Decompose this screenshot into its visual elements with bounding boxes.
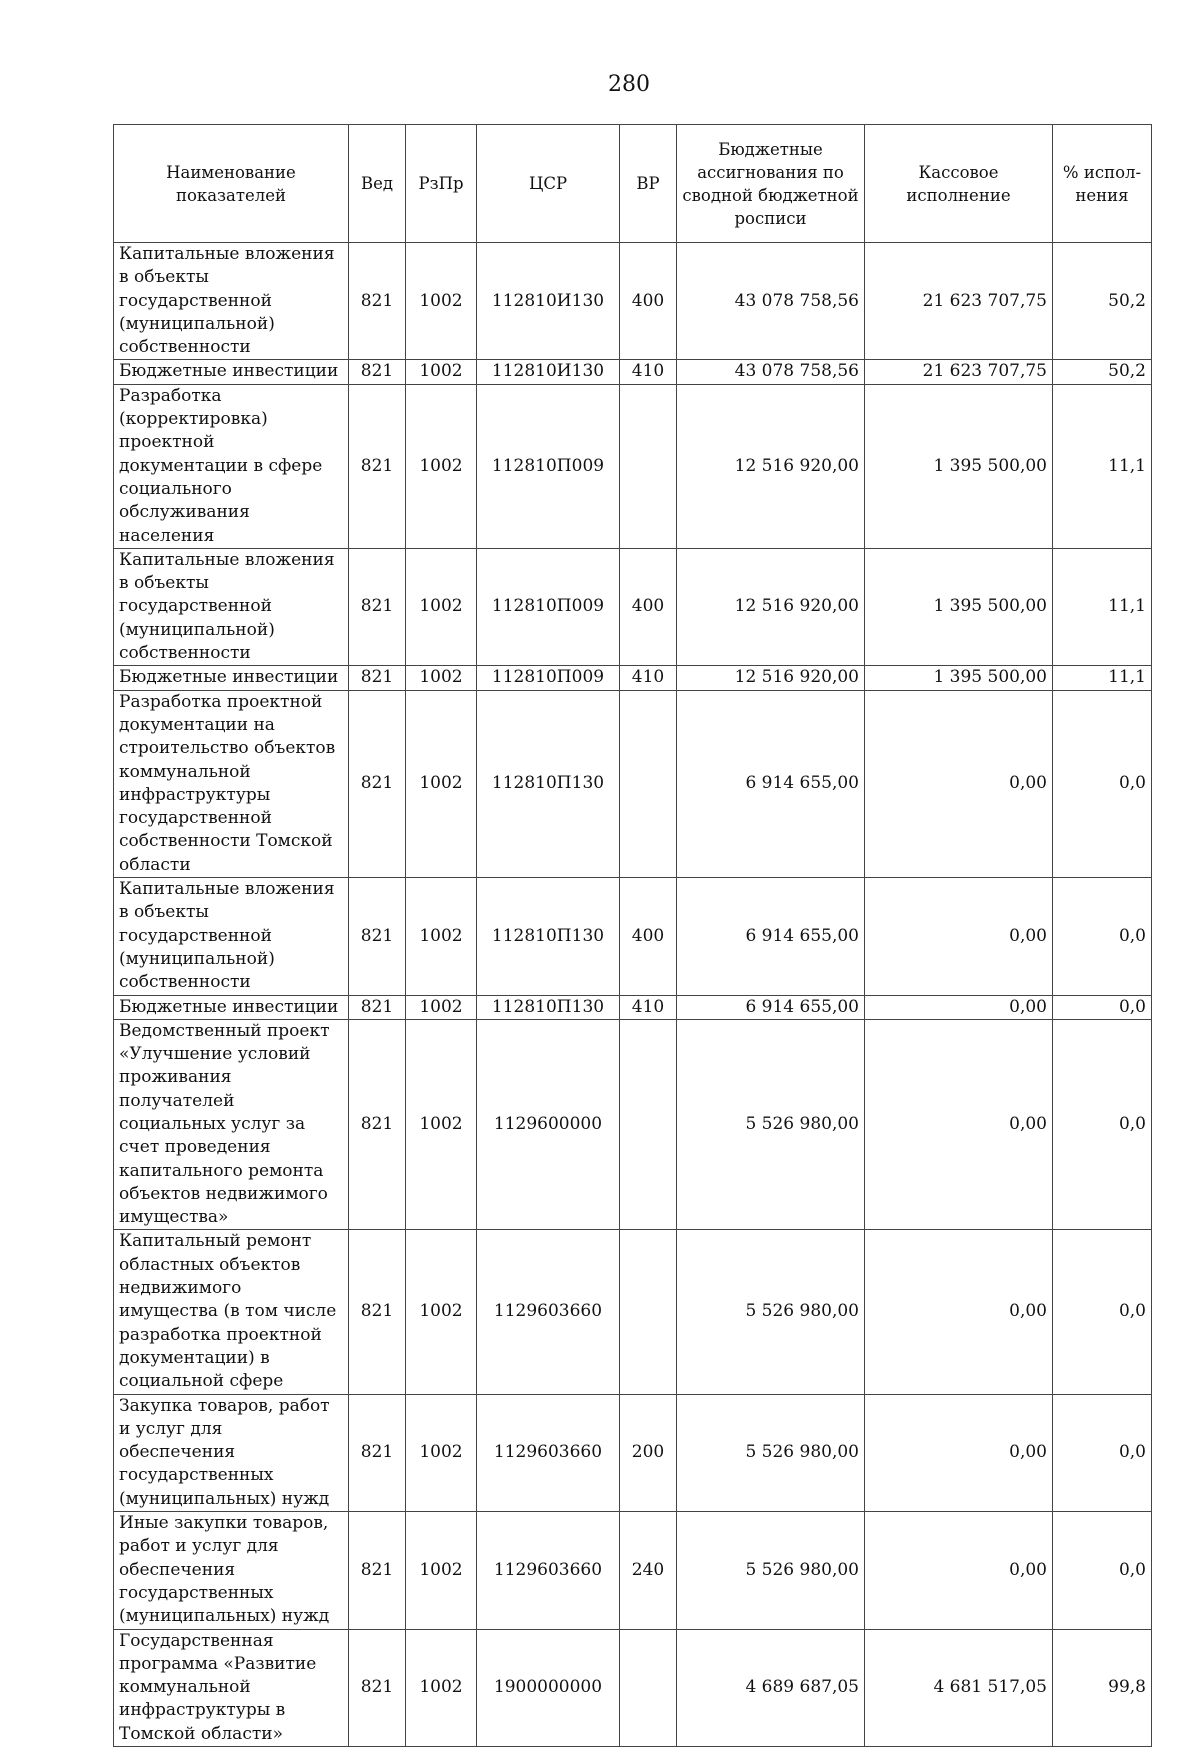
cell-csr: 112810П130 [477, 995, 620, 1019]
table-row [114, 666, 1152, 690]
header-name: Наименование показателей [114, 125, 349, 243]
cell-assignments: 6 914 655,00 [677, 690, 865, 877]
cell-percent: 0,0 [1053, 690, 1152, 877]
cell-csr: 1129603660 [477, 1512, 620, 1629]
cell-percent: 11,1 [1053, 384, 1152, 548]
cell-assignments: 12 516 920,00 [677, 384, 865, 548]
cell-rzpr: 1002 [406, 1512, 477, 1629]
cell-ved: 821 [349, 690, 406, 877]
table-row [114, 1230, 1152, 1394]
cell-csr: 1129600000 [477, 1019, 620, 1230]
cell-rzpr: 1002 [406, 1629, 477, 1746]
cell-ved: 821 [349, 995, 406, 1019]
cell-csr: 112810И130 [477, 360, 620, 384]
header-vr: ВР [620, 125, 677, 243]
cell-rzpr: 1002 [406, 690, 477, 877]
cell-csr: 112810П130 [477, 690, 620, 877]
cell-execution: 4 681 517,05 [865, 1629, 1053, 1746]
cell-ved: 821 [349, 548, 406, 665]
cell-vr: 240 [620, 1512, 677, 1629]
cell-ved: 821 [349, 1230, 406, 1394]
cell-ved: 821 [349, 384, 406, 548]
cell-percent: 0,0 [1053, 1512, 1152, 1629]
table-row [114, 384, 1152, 548]
cell-execution: 21 623 707,75 [865, 360, 1053, 384]
cell-execution: 0,00 [865, 1019, 1053, 1230]
cell-csr: 1129603660 [477, 1230, 620, 1394]
cell-rzpr: 1002 [406, 1394, 477, 1511]
cell-percent: 0,0 [1053, 995, 1152, 1019]
cell-rzpr: 1002 [406, 666, 477, 690]
cell-rzpr: 1002 [406, 878, 477, 995]
header-csr: ЦСР [477, 125, 620, 243]
cell-ved: 821 [349, 878, 406, 995]
cell-vr [620, 384, 677, 548]
cell-execution: 1 395 500,00 [865, 666, 1053, 690]
table-row [114, 548, 1152, 665]
cell-vr [620, 1629, 677, 1746]
cell-assignments: 5 526 980,00 [677, 1512, 865, 1629]
cell-vr: 410 [620, 666, 677, 690]
cell-name: Бюджетные инвестиции [114, 360, 349, 384]
cell-percent: 50,2 [1053, 243, 1152, 360]
cell-percent: 0,0 [1053, 1394, 1152, 1511]
cell-ved: 821 [349, 666, 406, 690]
cell-rzpr: 1002 [406, 1019, 477, 1230]
cell-vr [620, 1019, 677, 1230]
cell-csr: 112810И130 [477, 243, 620, 360]
cell-name: Государственная программа «Развитие коммунальной инфраструктуры в Томской области» [114, 1629, 349, 1746]
table-row [114, 995, 1152, 1019]
cell-name: Разработка проектной документации на строительство объектов коммунальной инфраструктуры государственной собственности Томской области [114, 690, 349, 877]
cell-percent: 0,0 [1053, 1230, 1152, 1394]
cell-vr [620, 690, 677, 877]
table-row [114, 690, 1152, 877]
cell-percent: 11,1 [1053, 666, 1152, 690]
cell-execution: 0,00 [865, 1512, 1053, 1629]
cell-execution: 21 623 707,75 [865, 243, 1053, 360]
cell-assignments: 6 914 655,00 [677, 878, 865, 995]
cell-ved: 821 [349, 360, 406, 384]
cell-execution: 1 395 500,00 [865, 384, 1053, 548]
cell-rzpr: 1002 [406, 548, 477, 665]
cell-ved: 821 [349, 1629, 406, 1746]
cell-ved: 821 [349, 243, 406, 360]
table-row [114, 1512, 1152, 1629]
cell-name: Капитальные вложения в объекты государственной (муниципальной) собственности [114, 878, 349, 995]
cell-name: Бюджетные инвестиции [114, 995, 349, 1019]
table-row [114, 1394, 1152, 1511]
cell-execution: 0,00 [865, 1230, 1053, 1394]
cell-ved: 821 [349, 1394, 406, 1511]
cell-execution: 1 395 500,00 [865, 548, 1053, 665]
budget-table [113, 124, 1152, 1747]
cell-rzpr: 1002 [406, 360, 477, 384]
cell-assignments: 12 516 920,00 [677, 666, 865, 690]
cell-csr: 1900000000 [477, 1629, 620, 1746]
header-ved: Вед [349, 125, 406, 243]
cell-assignments: 43 078 758,56 [677, 360, 865, 384]
cell-percent: 11,1 [1053, 548, 1152, 665]
table-header-row [114, 125, 1152, 243]
cell-assignments: 6 914 655,00 [677, 995, 865, 1019]
cell-percent: 99,8 [1053, 1629, 1152, 1746]
cell-assignments: 4 689 687,05 [677, 1629, 865, 1746]
cell-name: Бюджетные инвестиции [114, 666, 349, 690]
cell-percent: 50,2 [1053, 360, 1152, 384]
table-row [114, 878, 1152, 995]
cell-assignments: 5 526 980,00 [677, 1019, 865, 1230]
cell-name: Разработка (корректировка) проектной документации в сфере социального обслуживания населения [114, 384, 349, 548]
cell-assignments: 12 516 920,00 [677, 548, 865, 665]
cell-vr: 400 [620, 878, 677, 995]
cell-execution: 0,00 [865, 1394, 1053, 1511]
table-row [114, 1019, 1152, 1230]
header-assignments: Бюджетные ассигнования по сводной бюджетной росписи [677, 125, 865, 243]
cell-csr: 112810П009 [477, 666, 620, 690]
cell-assignments: 5 526 980,00 [677, 1394, 865, 1511]
cell-percent: 0,0 [1053, 1019, 1152, 1230]
cell-ved: 821 [349, 1512, 406, 1629]
cell-vr: 400 [620, 548, 677, 665]
cell-ved: 821 [349, 1019, 406, 1230]
table-row [114, 360, 1152, 384]
header-execution: Кассовое исполнение [865, 125, 1053, 243]
cell-name: Капитальные вложения в объекты государственной (муниципальной) собственности [114, 243, 349, 360]
header-rzpr: РзПр [406, 125, 477, 243]
cell-execution: 0,00 [865, 878, 1053, 995]
cell-vr: 400 [620, 243, 677, 360]
cell-csr: 112810П009 [477, 548, 620, 665]
cell-rzpr: 1002 [406, 384, 477, 548]
cell-csr: 112810П130 [477, 878, 620, 995]
cell-rzpr: 1002 [406, 1230, 477, 1394]
page-number: 280 [608, 72, 650, 97]
cell-assignments: 43 078 758,56 [677, 243, 865, 360]
cell-execution: 0,00 [865, 995, 1053, 1019]
header-percent: % испол-нения [1053, 125, 1152, 243]
cell-name: Капитальные вложения в объекты государственной (муниципальной) собственности [114, 548, 349, 665]
cell-name: Ведомственный проект «Улучшение условий проживания получателей социальных услуг за счет проведения капитального ремонта объектов недвижимого имущества» [114, 1019, 349, 1230]
cell-assignments: 5 526 980,00 [677, 1230, 865, 1394]
table-row [114, 243, 1152, 360]
table-row [114, 1629, 1152, 1746]
cell-execution: 0,00 [865, 690, 1053, 877]
cell-vr: 200 [620, 1394, 677, 1511]
cell-csr: 1129603660 [477, 1394, 620, 1511]
cell-percent: 0,0 [1053, 878, 1152, 995]
cell-vr [620, 1230, 677, 1394]
cell-name: Капитальный ремонт областных объектов недвижимого имущества (в том числе разработка проектной документации) в социальной сфере [114, 1230, 349, 1394]
cell-csr: 112810П009 [477, 384, 620, 548]
cell-rzpr: 1002 [406, 995, 477, 1019]
cell-vr: 410 [620, 995, 677, 1019]
cell-name: Иные закупки товаров, работ и услуг для обеспечения государственных (муниципальных) нужд [114, 1512, 349, 1629]
cell-rzpr: 1002 [406, 243, 477, 360]
cell-name: Закупка товаров, работ и услуг для обеспечения государственных (муниципальных) нужд [114, 1394, 349, 1511]
cell-vr: 410 [620, 360, 677, 384]
